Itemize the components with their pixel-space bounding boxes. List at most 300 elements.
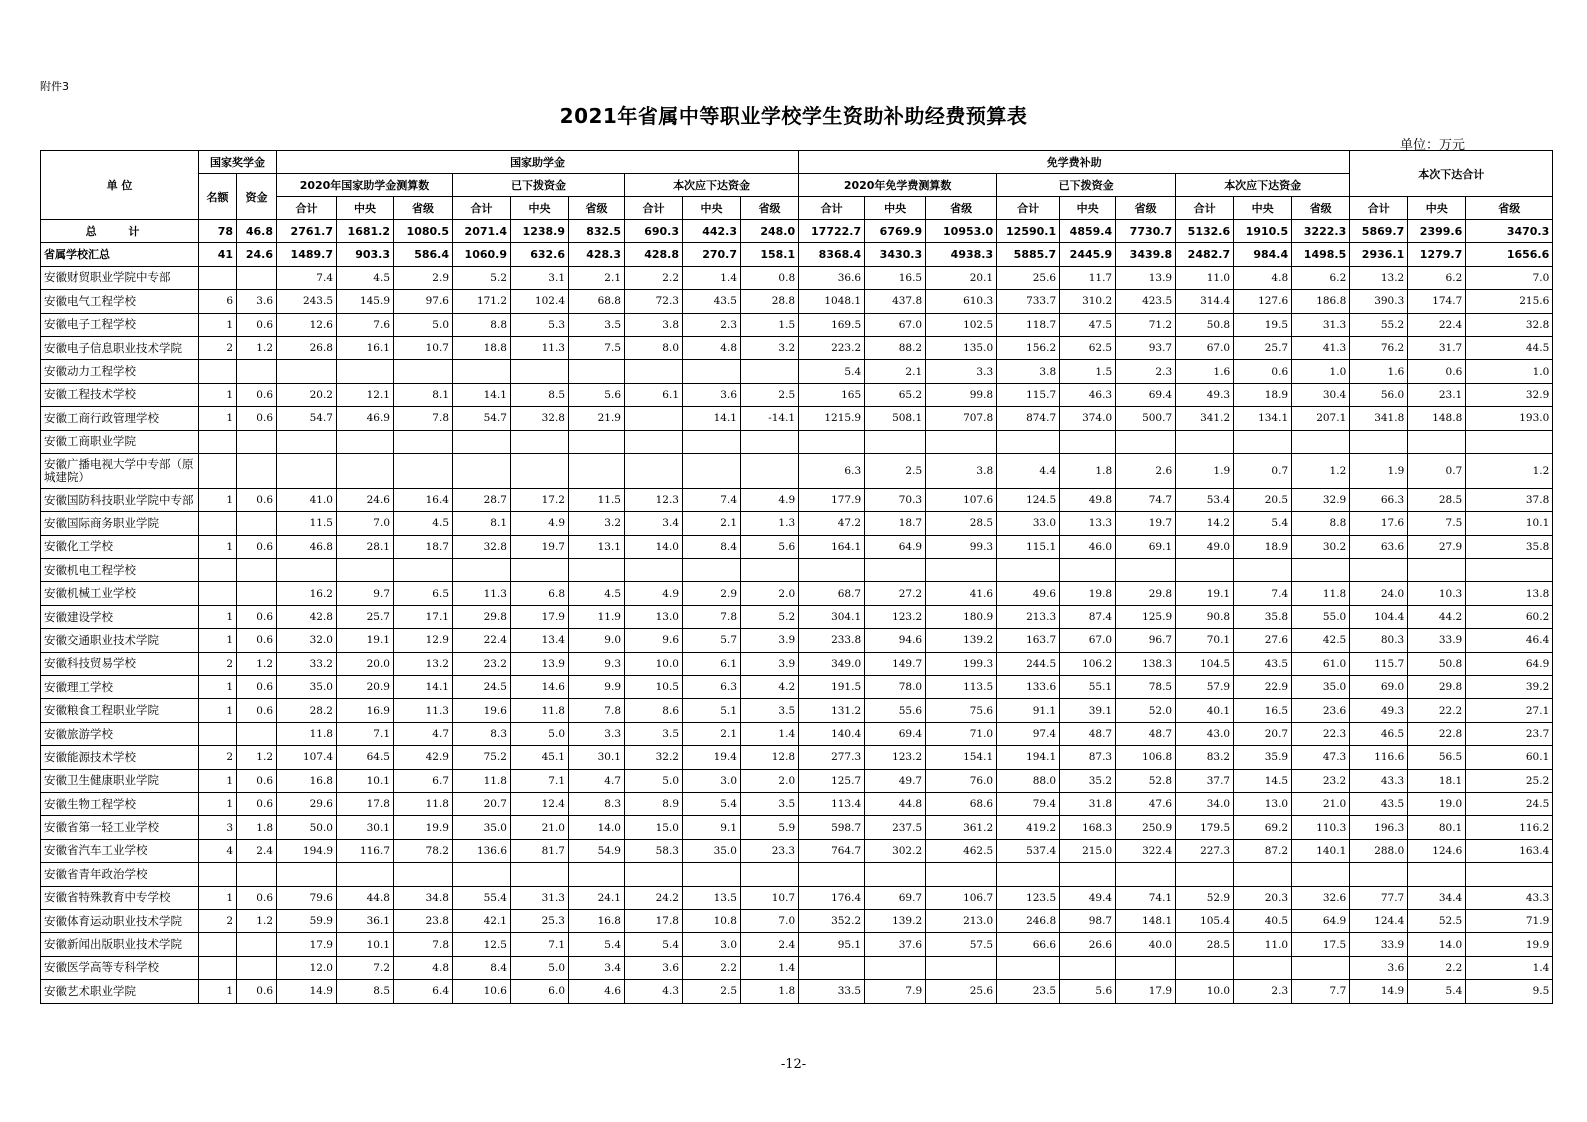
table-cell: 223.2	[799, 336, 865, 359]
row-label: 安徽艺术职业学院	[41, 980, 199, 1003]
table-cell: 1498.5	[1292, 243, 1350, 266]
subheader-grant-paid-sum: 合计	[453, 197, 511, 220]
table-cell: 1.0	[1466, 360, 1553, 383]
table-cell: 419.2	[997, 816, 1060, 839]
row-label: 安徽体育运动职业技术学院	[41, 909, 199, 932]
table-cell: 69.4	[865, 722, 926, 745]
table-cell: 8.4	[453, 956, 511, 979]
table-cell: 186.8	[1292, 290, 1350, 313]
table-cell: 22.3	[1292, 722, 1350, 745]
table-cell: 74.1	[1116, 886, 1176, 909]
table-cell	[1292, 430, 1350, 453]
table-cell: 4.6	[569, 980, 625, 1003]
table-cell: 3.3	[926, 360, 997, 383]
table-cell	[453, 863, 511, 886]
row-label: 安徽省汽车工业学校	[41, 839, 199, 862]
table-cell: 57.5	[926, 933, 997, 956]
table-row	[41, 430, 1553, 453]
table-cell: 11.3	[453, 582, 511, 605]
table-cell: 60.1	[1466, 746, 1553, 769]
table-cell: 10.7	[741, 886, 799, 909]
table-cell: 96.7	[1116, 629, 1176, 652]
table-cell: 139.2	[865, 909, 926, 932]
table-cell	[625, 360, 683, 383]
table-cell: 2.3	[683, 313, 741, 336]
header-grant-paid: 已下拨资金	[453, 174, 625, 197]
table-cell: 2761.7	[277, 220, 337, 243]
table-cell: 66.6	[997, 933, 1060, 956]
table-cell: 9.6	[625, 629, 683, 652]
table-cell	[511, 559, 569, 582]
table-cell: 199.3	[926, 652, 997, 675]
table-cell: 17.9	[511, 605, 569, 628]
table-cell: 71.9	[1466, 909, 1553, 932]
table-cell: 9.3	[569, 652, 625, 675]
table-cell	[741, 559, 799, 582]
table-cell: 52.5	[1408, 909, 1466, 932]
table-cell: 2.4	[237, 839, 277, 862]
table-cell	[394, 453, 453, 488]
table-cell: 191.5	[799, 676, 865, 699]
table-cell	[1350, 863, 1408, 886]
table-cell	[865, 430, 926, 453]
table-cell: 2936.1	[1350, 243, 1408, 266]
table-cell: 1.6	[1176, 360, 1234, 383]
table-cell: 832.5	[569, 220, 625, 243]
table-cell: 508.1	[865, 407, 926, 430]
table-cell: 158.1	[741, 243, 799, 266]
table-cell: 288.0	[1350, 839, 1408, 862]
table-cell: 2482.7	[1176, 243, 1234, 266]
subheader-issue-total-central: 中央	[1408, 197, 1466, 220]
table-cell	[337, 453, 394, 488]
subheader-issue-total-provincial: 省级	[1466, 197, 1553, 220]
table-cell: 7.8	[683, 605, 741, 628]
table-cell: 28.7	[453, 488, 511, 511]
row-label: 安徽电子工程学校	[41, 313, 199, 336]
table-cell	[1116, 956, 1176, 979]
table-cell: 23.2	[453, 652, 511, 675]
table-cell: 1	[199, 383, 237, 406]
table-cell	[394, 863, 453, 886]
table-cell: 1.9	[1176, 453, 1234, 488]
table-cell: 14.5	[1234, 769, 1292, 792]
row-label: 安徽生物工程学校	[41, 792, 199, 815]
table-row	[41, 816, 1553, 839]
table-cell: 3.1	[511, 266, 569, 289]
table-row	[41, 605, 1553, 628]
table-cell: 1	[199, 407, 237, 430]
table-cell: 102.4	[511, 290, 569, 313]
table-cell: 11.3	[394, 699, 453, 722]
table-cell	[453, 453, 511, 488]
table-cell: 5.4	[1234, 512, 1292, 535]
table-row	[41, 629, 1553, 652]
subheader-tuition-paid-central: 中央	[1060, 197, 1116, 220]
row-label: 安徽交通职业技术学院	[41, 629, 199, 652]
table-cell: 903.3	[337, 243, 394, 266]
table-cell: 30.1	[569, 746, 625, 769]
table-cell: 1.2	[237, 652, 277, 675]
table-cell: 0.6	[237, 699, 277, 722]
table-cell: 14.9	[1350, 980, 1408, 1003]
table-cell: 1489.7	[277, 243, 337, 266]
table-cell: 6.3	[799, 453, 865, 488]
table-cell: 1279.7	[1408, 243, 1466, 266]
table-cell: 310.2	[1060, 290, 1116, 313]
table-cell: 65.2	[865, 383, 926, 406]
table-cell: 106.7	[926, 886, 997, 909]
table-cell: 41.3	[1292, 336, 1350, 359]
table-cell: 1910.5	[1234, 220, 1292, 243]
table-cell: 13.2	[1350, 266, 1408, 289]
table-cell: 2.5	[683, 980, 741, 1003]
table-cell: 115.7	[1350, 652, 1408, 675]
table-cell: 136.6	[453, 839, 511, 862]
table-cell: 8.3	[569, 792, 625, 815]
table-cell: 25.2	[1466, 769, 1553, 792]
table-cell: 7.5	[1408, 512, 1466, 535]
table-cell: 3.6	[625, 956, 683, 979]
table-cell: 4859.4	[1060, 220, 1116, 243]
table-cell: 12.9	[394, 629, 453, 652]
table-cell: 33.9	[1408, 629, 1466, 652]
table-cell: 9.0	[569, 629, 625, 652]
table-cell: 18.8	[453, 336, 511, 359]
table-row	[41, 956, 1553, 979]
table-cell: 110.3	[1292, 816, 1350, 839]
table-cell: 45.1	[511, 746, 569, 769]
table-cell	[1408, 430, 1466, 453]
table-row	[41, 769, 1553, 792]
table-cell: 0.6	[237, 629, 277, 652]
table-cell: 707.8	[926, 407, 997, 430]
table-cell: 610.3	[926, 290, 997, 313]
table-cell: 1	[199, 769, 237, 792]
table-cell: 149.7	[865, 652, 926, 675]
table-cell: 1.8	[741, 980, 799, 1003]
table-cell: 113.4	[799, 792, 865, 815]
table-cell: 5.2	[453, 266, 511, 289]
table-cell: 28.8	[741, 290, 799, 313]
table-cell: 46.4	[1466, 629, 1553, 652]
table-cell: 22.4	[453, 629, 511, 652]
table-cell: 10953.0	[926, 220, 997, 243]
table-cell: 1.4	[741, 722, 799, 745]
table-cell: 4.8	[394, 956, 453, 979]
table-cell: 13.9	[511, 652, 569, 675]
table-row	[41, 453, 1553, 488]
table-cell: 7.7	[1292, 980, 1350, 1003]
table-cell: 35.0	[277, 676, 337, 699]
table-cell	[199, 360, 237, 383]
table-cell: 23.5	[997, 980, 1060, 1003]
table-cell: 23.6	[1292, 699, 1350, 722]
subheader-tuition-2020-sum: 合计	[799, 197, 865, 220]
table-cell: 25.7	[1234, 336, 1292, 359]
table-cell: 6769.9	[865, 220, 926, 243]
table-cell	[199, 722, 237, 745]
table-cell: 5.9	[741, 816, 799, 839]
table-cell: 22.4	[1408, 313, 1466, 336]
table-cell: 19.1	[1176, 582, 1234, 605]
table-cell: 537.4	[997, 839, 1060, 862]
table-cell: 16.5	[1234, 699, 1292, 722]
table-cell: 2.2	[1408, 956, 1466, 979]
table-cell: 27.6	[1234, 629, 1292, 652]
table-cell: 148.1	[1116, 909, 1176, 932]
table-cell: 1.2	[1466, 453, 1553, 488]
table-cell	[511, 360, 569, 383]
table-cell: 171.2	[453, 290, 511, 313]
table-cell: 2.6	[1116, 453, 1176, 488]
table-cell: 49.6	[997, 582, 1060, 605]
table-cell: 36.6	[799, 266, 865, 289]
table-cell	[926, 559, 997, 582]
table-cell: 32.8	[453, 535, 511, 558]
table-cell: 165	[799, 383, 865, 406]
table-cell: 4.5	[569, 582, 625, 605]
table-cell: 17.9	[1116, 980, 1176, 1003]
table-cell: 49.7	[865, 769, 926, 792]
table-cell: 6.7	[394, 769, 453, 792]
table-cell	[1116, 559, 1176, 582]
table-cell: 8.5	[511, 383, 569, 406]
table-cell	[237, 559, 277, 582]
table-cell: 21.0	[511, 816, 569, 839]
table-cell: 598.7	[799, 816, 865, 839]
table-cell	[1060, 430, 1116, 453]
table-cell: 28.2	[277, 699, 337, 722]
table-cell: 428.3	[569, 243, 625, 266]
table-cell: 80.3	[1350, 629, 1408, 652]
table-cell: 4.9	[511, 512, 569, 535]
table-cell	[1292, 863, 1350, 886]
table-cell	[1176, 559, 1234, 582]
table-cell: 11.8	[1292, 582, 1350, 605]
table-row	[41, 290, 1553, 313]
table-cell: 0.7	[1408, 453, 1466, 488]
table-cell	[237, 512, 277, 535]
table-cell: 10.7	[394, 336, 453, 359]
table-cell: 374.0	[1060, 407, 1116, 430]
table-cell: 1	[199, 886, 237, 909]
table-cell: 24.5	[453, 676, 511, 699]
table-cell: 1.3	[741, 512, 799, 535]
table-cell	[741, 430, 799, 453]
table-cell: 13.3	[1060, 512, 1116, 535]
table-cell: 99.8	[926, 383, 997, 406]
table-cell	[1466, 559, 1553, 582]
table-cell: 17.5	[1292, 933, 1350, 956]
table-cell: 1	[199, 488, 237, 511]
table-cell: 102.5	[926, 313, 997, 336]
table-cell: 34.4	[1408, 886, 1466, 909]
table-cell: 2.3	[1234, 980, 1292, 1003]
table-cell: 50.0	[277, 816, 337, 839]
table-cell: 8.5	[337, 980, 394, 1003]
table-cell: 248.0	[741, 220, 799, 243]
table-cell: 11.8	[394, 792, 453, 815]
table-cell: 54.7	[453, 407, 511, 430]
table-row	[41, 652, 1553, 675]
table-row	[41, 488, 1553, 511]
table-cell: 1	[199, 629, 237, 652]
table-cell: 11.5	[569, 488, 625, 511]
table-cell: 0.6	[1408, 360, 1466, 383]
table-cell: 42.5	[1292, 629, 1350, 652]
table-cell	[1234, 559, 1292, 582]
table-cell: 20.7	[453, 792, 511, 815]
table-cell: 3.9	[741, 652, 799, 675]
table-cell: 87.4	[1060, 605, 1116, 628]
table-cell: 6.2	[1292, 266, 1350, 289]
table-cell: 123.2	[865, 746, 926, 769]
table-cell: 20.1	[926, 266, 997, 289]
table-cell: 50.8	[1176, 313, 1234, 336]
table-cell	[237, 933, 277, 956]
table-cell: 43.0	[1176, 722, 1234, 745]
table-cell: 11.8	[511, 699, 569, 722]
table-cell	[569, 430, 625, 453]
page-number: -12-	[780, 1057, 807, 1072]
table-cell: 70.1	[1176, 629, 1234, 652]
table-row	[41, 360, 1553, 383]
table-cell	[997, 559, 1060, 582]
table-cell: 207.1	[1292, 407, 1350, 430]
header-grant-now: 本次应下达资金	[625, 174, 799, 197]
table-cell	[337, 559, 394, 582]
table-cell: 50.8	[1408, 652, 1466, 675]
table-cell: 233.8	[799, 629, 865, 652]
row-label: 安徽建设学校	[41, 605, 199, 628]
table-cell: 13.1	[569, 535, 625, 558]
table-cell: 12.8	[741, 746, 799, 769]
table-cell: 2.5	[865, 453, 926, 488]
table-cell: 7.0	[1466, 266, 1553, 289]
table-cell: 32.9	[1292, 488, 1350, 511]
table-cell: 5.3	[511, 313, 569, 336]
table-cell	[394, 559, 453, 582]
row-label: 安徽能源技术学校	[41, 746, 199, 769]
table-cell: 16.5	[865, 266, 926, 289]
table-cell: 1.2	[237, 336, 277, 359]
table-cell: 64.9	[865, 535, 926, 558]
table-cell	[569, 360, 625, 383]
table-cell: 690.3	[625, 220, 683, 243]
table-cell: 2.4	[741, 933, 799, 956]
table-cell: 33.2	[277, 652, 337, 675]
table-cell: 169.5	[799, 313, 865, 336]
table-cell: 32.0	[277, 629, 337, 652]
table-cell: 123.2	[865, 605, 926, 628]
table-cell: 49.0	[1176, 535, 1234, 558]
table-cell: 31.3	[1292, 313, 1350, 336]
table-cell: 1.6	[1350, 360, 1408, 383]
table-cell: 341.8	[1350, 407, 1408, 430]
table-cell: 55.0	[1292, 605, 1350, 628]
header-grant: 国家助学金	[277, 151, 799, 174]
table-cell	[1466, 863, 1553, 886]
table-cell: 1.8	[237, 816, 277, 839]
table-cell: 13.0	[625, 605, 683, 628]
table-cell: 5.0	[511, 956, 569, 979]
table-cell: 984.4	[1234, 243, 1292, 266]
row-label: 总 计	[41, 220, 199, 243]
row-label: 安徽动力工程学校	[41, 360, 199, 383]
table-cell: 36.1	[337, 909, 394, 932]
table-cell: 13.5	[683, 886, 741, 909]
table-cell: 54.7	[277, 407, 337, 430]
table-cell: 18.7	[394, 535, 453, 558]
table-cell: 76.2	[1350, 336, 1408, 359]
table-cell: 52.9	[1176, 886, 1234, 909]
table-cell: 10.0	[1176, 980, 1234, 1003]
table-cell	[337, 863, 394, 886]
table-cell: 2.9	[394, 266, 453, 289]
subheader-grant-now-central: 中央	[683, 197, 741, 220]
table-cell	[683, 863, 741, 886]
table-cell: 8.8	[1292, 512, 1350, 535]
subheader-grant-now-sum: 合计	[625, 197, 683, 220]
header-scholarship: 国家奖学金	[199, 151, 277, 174]
table-cell: 21.9	[569, 407, 625, 430]
table-cell	[237, 360, 277, 383]
table-cell: 1.9	[1350, 453, 1408, 488]
table-cell: 7.1	[511, 769, 569, 792]
table-cell: 35.8	[1234, 605, 1292, 628]
table-cell: 270.7	[683, 243, 741, 266]
table-cell: 78.0	[865, 676, 926, 699]
table-cell: 5.4	[683, 792, 741, 815]
table-cell: 107.6	[926, 488, 997, 511]
table-row	[41, 582, 1553, 605]
header-issue-total: 本次下达合计	[1350, 151, 1553, 197]
table-cell: 55.2	[1350, 313, 1408, 336]
table-row	[41, 407, 1553, 430]
table-cell: 164.1	[799, 535, 865, 558]
table-cell: 3.6	[683, 383, 741, 406]
attachment-label: 附件3	[40, 80, 69, 93]
table-cell: 16.8	[277, 769, 337, 792]
table-cell: 390.3	[1350, 290, 1408, 313]
table-cell	[199, 933, 237, 956]
table-cell: 40.5	[1234, 909, 1292, 932]
table-cell: 59.9	[277, 909, 337, 932]
table-cell	[337, 430, 394, 453]
table-row	[41, 266, 1553, 289]
table-cell: 16.8	[569, 909, 625, 932]
table-cell: 2	[199, 336, 237, 359]
table-cell: 11.7	[1060, 266, 1116, 289]
table-cell: 47.2	[799, 512, 865, 535]
table-cell: 20.0	[337, 652, 394, 675]
table-cell: 1.4	[741, 956, 799, 979]
subheader-issue-total-sum: 合计	[1350, 197, 1408, 220]
subheader-tuition-paid-sum: 合计	[997, 197, 1060, 220]
table-cell: 28.5	[1176, 933, 1234, 956]
table-cell: 11.8	[277, 722, 337, 745]
table-cell: 1	[199, 980, 237, 1003]
table-cell: 69.4	[1116, 383, 1176, 406]
table-row	[41, 886, 1553, 909]
provincial-summary-row	[41, 243, 1553, 266]
subheader-tuition-2020-central: 中央	[865, 197, 926, 220]
table-cell: 27.9	[1408, 535, 1466, 558]
table-cell: 32.8	[1466, 313, 1553, 336]
table-cell: 176.4	[799, 886, 865, 909]
table-cell	[1060, 863, 1116, 886]
